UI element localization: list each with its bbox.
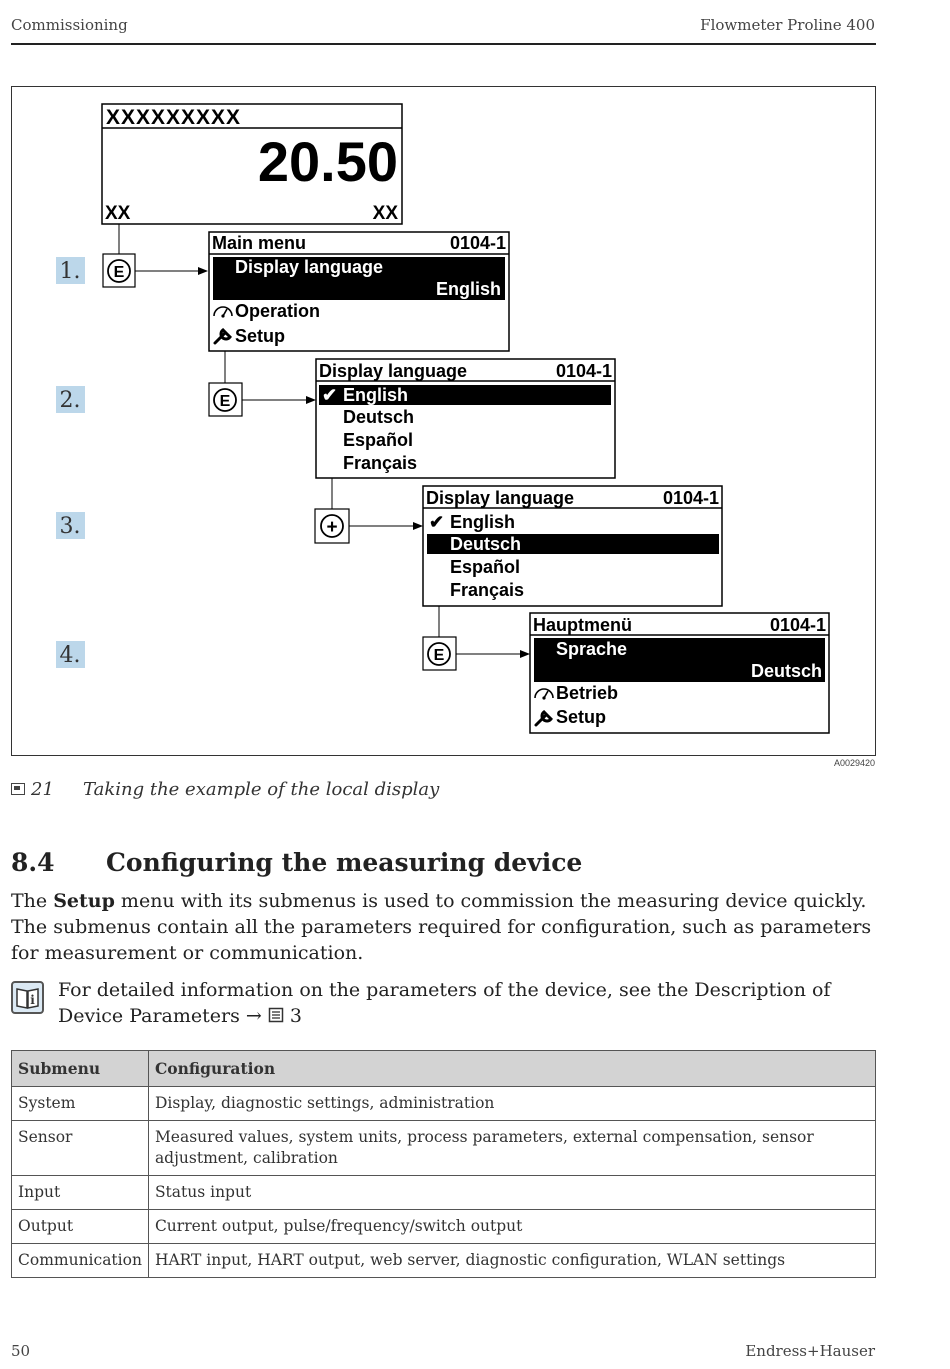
measured-value-display bbox=[102, 104, 402, 224]
enter-key-icon bbox=[209, 383, 242, 416]
enter-key-icon bbox=[103, 254, 135, 287]
svg-text:English: English bbox=[450, 512, 516, 532]
display-unit-left: XX bbox=[105, 203, 131, 224]
svg-text:English: English bbox=[343, 385, 409, 405]
table-row bbox=[12, 1244, 876, 1278]
svg-text:E: E bbox=[219, 393, 231, 410]
book-info-icon bbox=[11, 981, 44, 1014]
figure-local-display bbox=[11, 86, 876, 756]
svg-text:Setup: Setup bbox=[556, 707, 607, 727]
svg-text:Sprache: Sprache bbox=[556, 639, 628, 659]
step-label-2 bbox=[56, 386, 85, 413]
svg-text:0104-1: 0104-1 bbox=[769, 615, 826, 635]
header-rule bbox=[11, 43, 876, 45]
page-ref-link[interactable]: 3 bbox=[268, 1005, 302, 1027]
local-display-diagram bbox=[12, 87, 875, 755]
svg-text:Main menu: Main menu bbox=[212, 233, 307, 253]
section-number: 8.4 bbox=[11, 848, 55, 877]
figure-number: 21 bbox=[31, 779, 54, 800]
table-row bbox=[12, 1176, 876, 1210]
svg-text:0104-1: 0104-1 bbox=[662, 488, 719, 508]
svg-text:Setup: Setup bbox=[235, 326, 286, 346]
configuration-cell: Status input bbox=[148, 1176, 875, 1210]
panel-main-menu bbox=[209, 232, 509, 351]
svg-text:i: i bbox=[30, 993, 35, 1007]
svg-text:Display language: Display language bbox=[235, 257, 384, 277]
panel-display-language-a bbox=[316, 359, 615, 478]
svg-text:Display language: Display language bbox=[319, 361, 468, 381]
svg-text:Hauptmenü: Hauptmenü bbox=[533, 615, 632, 635]
enter-key-icon bbox=[423, 637, 456, 670]
configuration-cell: Measured values, system units, process parameters, external compensation, sensor adjustment, calibration bbox=[148, 1121, 875, 1176]
submenu-cell: Input bbox=[12, 1176, 149, 1210]
running-header-section: Commissioning bbox=[11, 16, 128, 34]
note-text: For detailed information on the parameters of the device, see the Description of Device Parameters → 3 bbox=[58, 979, 831, 1027]
panel-display-language-b bbox=[423, 486, 722, 606]
column-header-configuration: Configuration bbox=[148, 1051, 875, 1087]
figure-caption bbox=[11, 779, 440, 800]
page-number: 50 bbox=[11, 1342, 31, 1360]
configuration-cell: Display, diagnostic settings, administration bbox=[148, 1087, 875, 1121]
svg-text:3.: 3. bbox=[59, 514, 81, 539]
section-title: Configuring the measuring device bbox=[106, 848, 583, 877]
panel-hauptmenue bbox=[530, 613, 829, 733]
figure-code: A0029420 bbox=[833, 758, 875, 768]
svg-text:Betrieb: Betrieb bbox=[556, 683, 619, 703]
svg-text:Français: Français bbox=[343, 453, 418, 473]
table-row bbox=[12, 1087, 876, 1121]
figure-icon bbox=[11, 783, 25, 795]
svg-text:E: E bbox=[433, 647, 445, 664]
svg-text:Deutsch: Deutsch bbox=[450, 534, 522, 554]
svg-text:0104-1: 0104-1 bbox=[555, 361, 612, 381]
configuration-cell: Current output, pulse/frequency/switch output bbox=[148, 1210, 875, 1244]
table-header-row bbox=[12, 1051, 876, 1087]
checkmark-icon: ✔ bbox=[322, 385, 338, 405]
step-label-3 bbox=[56, 512, 85, 539]
step-label-4 bbox=[56, 641, 85, 668]
display-unit-right: XX bbox=[372, 203, 398, 224]
intro-paragraph: The Setup menu with its submenus is used to commission the measuring device quickly. The submenus contain all the parameters required for configuration, such as parameters for measurement or communication. bbox=[11, 890, 872, 964]
checkmark-icon: ✔ bbox=[429, 512, 445, 532]
submenu-cell: Communication bbox=[12, 1244, 149, 1278]
submenu-cell: System bbox=[12, 1087, 149, 1121]
figure-caption-text: Taking the example of the local display bbox=[83, 779, 440, 800]
setup-menu-name: Setup bbox=[53, 890, 115, 912]
svg-text:1.: 1. bbox=[59, 259, 81, 284]
svg-text:+: + bbox=[326, 517, 338, 538]
submenu-cell: Output bbox=[12, 1210, 149, 1244]
submenu-cell: Sensor bbox=[12, 1121, 149, 1176]
step-label-1 bbox=[56, 257, 85, 284]
display-tag: XXXXXXXXX bbox=[106, 106, 242, 129]
svg-text:Display language: Display language bbox=[426, 488, 575, 508]
svg-text:Operation: Operation bbox=[235, 301, 321, 321]
table-row bbox=[12, 1210, 876, 1244]
svg-text:0104-1: 0104-1 bbox=[449, 233, 506, 253]
svg-text:2.: 2. bbox=[59, 388, 81, 413]
svg-text:Français: Français bbox=[450, 580, 525, 600]
table-row bbox=[12, 1121, 876, 1176]
svg-text:Deutsch: Deutsch bbox=[343, 407, 415, 427]
svg-text:Español: Español bbox=[343, 430, 414, 450]
display-value: 20.50 bbox=[257, 130, 398, 193]
svg-text:Español: Español bbox=[450, 557, 521, 577]
svg-text:4.: 4. bbox=[59, 643, 81, 668]
plus-key-icon bbox=[315, 509, 349, 543]
submenu-table bbox=[11, 1050, 876, 1278]
svg-text:Deutsch: Deutsch bbox=[750, 661, 822, 681]
column-header-submenu: Submenu bbox=[12, 1051, 149, 1087]
svg-text:English: English bbox=[435, 279, 501, 299]
configuration-cell: HART input, HART output, web server, diagnostic configuration, WLAN settings bbox=[148, 1244, 875, 1278]
svg-text:E: E bbox=[113, 264, 125, 281]
running-header-product: Flowmeter Proline 400 bbox=[700, 16, 875, 34]
arrow-icon: → bbox=[245, 1005, 262, 1027]
document-icon bbox=[268, 1007, 284, 1023]
footer-brand: Endress+Hauser bbox=[745, 1342, 875, 1360]
